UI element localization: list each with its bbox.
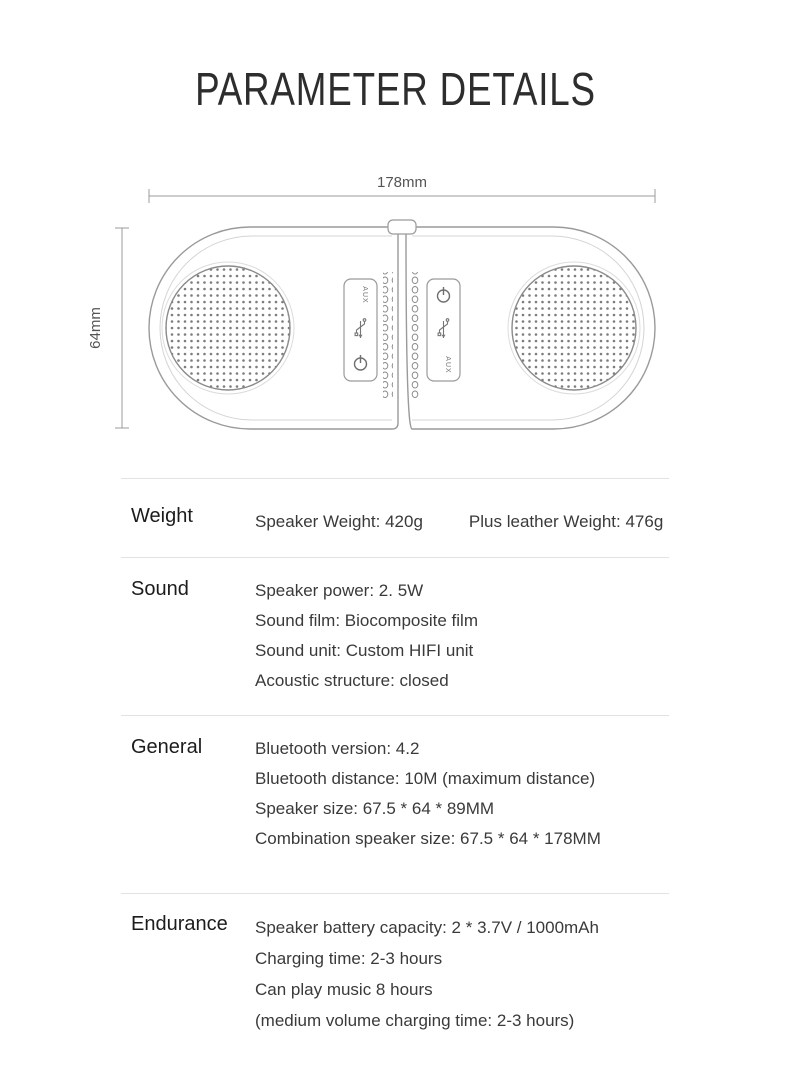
control-panel-right — [427, 279, 460, 381]
product-diagram — [0, 160, 790, 460]
spec-line: Speaker battery capacity: 2 * 3.7V / 1000mAh — [255, 918, 599, 937]
section-divider — [121, 557, 669, 558]
spec-label-sound: Sound — [131, 578, 189, 600]
spec-line: Speaker Weight: 420g — [255, 512, 423, 531]
spec-label-weight: Weight — [131, 505, 193, 527]
spec-line: Speaker power: 2. 5W — [255, 581, 424, 600]
spec-values-sound — [255, 576, 478, 696]
spec-line: Charging time: 2-3 hours — [255, 949, 443, 968]
section-divider — [121, 893, 669, 894]
width-dimension-label: 178mm — [376, 174, 428, 191]
spec-line: Speaker size: 67.5 * 64 * 89MM — [255, 799, 495, 818]
height-dimension-label: 64mm — [87, 307, 104, 349]
control-panel-left — [344, 279, 377, 381]
section-divider — [121, 715, 669, 716]
section-divider — [121, 478, 669, 479]
hinge-coil-right — [411, 272, 421, 400]
width-dimension-line — [149, 189, 655, 203]
spec-values-endurance — [255, 912, 599, 1036]
hinge-tab — [388, 220, 416, 234]
spec-line: Sound film: Biocomposite film — [255, 611, 478, 630]
spec-line: Bluetooth distance: 10M (maximum distance) — [255, 769, 596, 788]
spec-values-general — [255, 734, 601, 854]
hinge-coil-left — [383, 272, 393, 400]
spec-line: Bluetooth version: 4.2 — [255, 739, 420, 758]
spec-line: Plus leather Weight: 476g — [468, 512, 664, 531]
spec-line: Combination speaker size: 67.5 * 64 * 178MM — [255, 829, 601, 848]
spec-line: (medium volume charging time: 2-3 hours) — [255, 1011, 575, 1030]
page-title-text: PARAMETER DETAILS — [194, 63, 596, 115]
aux-label: AUX — [444, 356, 451, 374]
spec-line: Sound unit: Custom HIFI unit — [255, 641, 474, 660]
aux-label: AUX — [361, 286, 368, 304]
page-title — [0, 62, 790, 116]
height-dimension-line — [115, 228, 129, 428]
spec-label-general: General — [131, 736, 203, 758]
spec-line: Acoustic structure: closed — [255, 671, 449, 690]
spec-label-endurance: Endurance — [131, 913, 228, 935]
spec-line: Can play music 8 hours — [255, 980, 433, 999]
spec-values-weight — [255, 507, 663, 537]
